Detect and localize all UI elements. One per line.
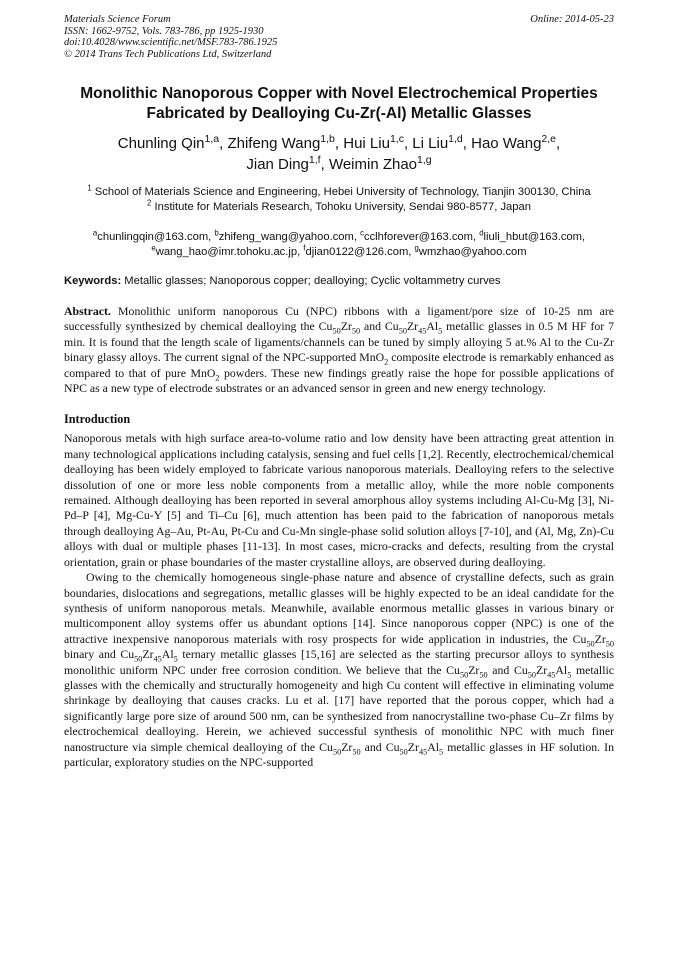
- title-line-1: Monolithic Nanoporous Copper with Novel Electrochemical Properties: [80, 85, 598, 102]
- author: Li Liu$^{1,d}$,: [412, 133, 472, 152]
- journal-name: Materials Science Forum: [64, 14, 171, 25]
- section-heading-introduction: Introduction: [64, 412, 131, 427]
- email-link[interactable]: djian0122@126.com,: [305, 246, 415, 258]
- paragraph: Nanoporous metals with high surface area-to-volume ratio and low density have been attracting great attention in many technological applications including catalysis, sensing and fuel cells [1,2]. Recently, electrochemical/chemical dealloying has been widely employed to fabricate various nanoporous materials. Dealloying refers to the selective dissolution of one or more less noble components from a metallic alloy, while the more noble components remained. Although dealloying has been reported in several amorphous alloy systems including Al-Cu-Mg [3], Ni-Pd–P [4], Mg-Cu-Y [5] and Ti–Cu [6], much attention has been paid to the fabrication of nanoporous metals through dealloying Ag–Au, Pt-Au, Pt-Cu and Cu-Mn single-phase solid solution alloys [7-10], and (Al, Mg, Zn)-Cu alloys with dual or multiple phases [11-13]. In most cases, micro-cracks and defects, resulting from the crystal orientation, grain or phase boundaries of the master crystalline alloys, are observed during dealloying.: [64, 431, 614, 569]
- online-date: Online: 2014-05-23: [530, 14, 614, 25]
- doi-line: doi:10.4028/www.scientific.net/MSF.783-786.1925: [64, 37, 278, 48]
- author: Zhifeng Wang$^{1,b}$,: [227, 133, 344, 152]
- email-link[interactable]: liuli_hbut@163.com,: [483, 231, 586, 243]
- keywords-text: Metallic glasses; Nanoporous copper; dealloying; Cyclic voltammetry curves: [121, 275, 501, 287]
- affiliations: [64, 185, 614, 215]
- abstract-label: Abstract.: [64, 304, 111, 318]
- email-link[interactable]: chunlingqin@163.com,: [97, 231, 215, 243]
- paper-title: [64, 84, 614, 124]
- paragraph: Owing to the chemically homogeneous single-phase nature and absence of crystalline defects, such as grain boundaries, dislocations and segregations, metallic glasses will be highly expected to be an ideal candidate for the synthesis of uniform nanoporous metals. Meanwhile, available enormous metallic glasses in various binary or multicomponent alloy systems offer us abundant options [14]. Since nanoporous copper (NPC) is one of the attractive inexpensive nanoporous materials with rosy prospects for wide application in industries, the $Cu_{50}Zr_{50}$ binary and $Cu_{50}Zr_{45}Al_5$ ternary metallic glasses [15,16] are selected as the starting precursor alloys to synthesis monolithic uniform NPC under free corrosion condition. We believe that the $Cu_{50}Zr_{50}$ and $Cu_{50}Zr_{45}Al_5$ metallic glasses with the chemically and structurally homogeneity and high Cu content will effective in eliminating volume shrinkage by dealloying that causes cracks. Lu et al. [17] have reported that the porous copper, which had a significantly large pore size of around 500 nm, can be synthesized from nanocrystalline two-phase Cu–Zr films by electrochemical dealloying. Herein, we achieved successful synthesis of monolithic NPC with much finer nanostructure via simple chemical dealloying of the $Cu_{50}Zr_{50}$ and $Cu_{50}Zr_{45}Al_5$ metallic glasses in HF solution. In particular, exploratory studies on the NPC-supported: [64, 570, 615, 769]
- author: Jian Ding$^{1,f}$,: [246, 154, 329, 173]
- copyright-line: © 2014 Trans Tech Publications Ltd, Switzerland: [64, 48, 272, 60]
- paper-page: [64, 14, 614, 770]
- journal-header: [64, 14, 614, 60]
- author: Hui Liu$^{1,c}$,: [343, 133, 413, 152]
- issn-line: ISSN: 1662-9752, Vols. 783-786, pp 1925-1930: [64, 25, 264, 37]
- author: Hao Wang$^{2,e}$,: [471, 133, 561, 152]
- introduction-body: [64, 431, 614, 770]
- affiliation-1: $^1$ School of Materials Science and Engineering, Hebei University of Technology, Tianjin 300130, China: [87, 183, 591, 198]
- email-link[interactable]: wmzhao@yahoo.com: [418, 246, 527, 258]
- author: Chunling Qin$^{1,a}$,: [117, 133, 228, 152]
- email-link[interactable]: wang_hao@imr.tohoku.ac.jp,: [155, 246, 304, 258]
- author-list: [64, 133, 614, 175]
- email-link[interactable]: zhifeng_wang@yahoo.com,: [218, 231, 361, 243]
- email-link[interactable]: cclhforever@163.com,: [363, 231, 480, 243]
- title-line-2: Fabricated by Dealloying Cu-Zr(-Al) Metallic Glasses: [146, 105, 532, 122]
- author: Weimin Zhao$^{1,g}$: [328, 154, 432, 173]
- affiliation-2: $^2$ Institute for Materials Research, Tohoku University, Sendai 980-8577, Japan: [147, 198, 531, 213]
- keywords-label: Keywords:: [64, 275, 122, 287]
- abstract: Abstract. Monolithic uniform nanoporous Cu (NPC) ribbons with a ligament/pore size of 10-25 nm are successfully synthesized by chemical dealloying the $Cu_{50}Zr_{50}$ and $Cu_{50}Zr_{45}Al_5$ metallic glasses in 0.5 M HF for 7 min. It is found that the length scale of ligaments/channels can be tuned by simply alloying 5 at.% Al to the Cu-Zr binary glassy alloys. The current signal of the NPC-supported MnO$_2$ composite electrode is remarkably enhanced as compared to that of pure MnO$_2$ powders. These new findings greatly raise the hope for possible applications of NPC as a new type of electrode substrates or an advanced sensor in green and new energy technology.: [64, 304, 615, 396]
- keywords: [64, 274, 614, 289]
- author-emails: $^a$chunlingqin@163.com, $^b$zhifeng_wang@yahoo.com, $^c$cclhforever@163.com, $^d$liuli_hbut@163.com, $^e$wang_hao@imr.tohoku.ac.jp, $^f$djian0122@126.com, $^g$wmzhao@yahoo.com: [92, 228, 586, 258]
